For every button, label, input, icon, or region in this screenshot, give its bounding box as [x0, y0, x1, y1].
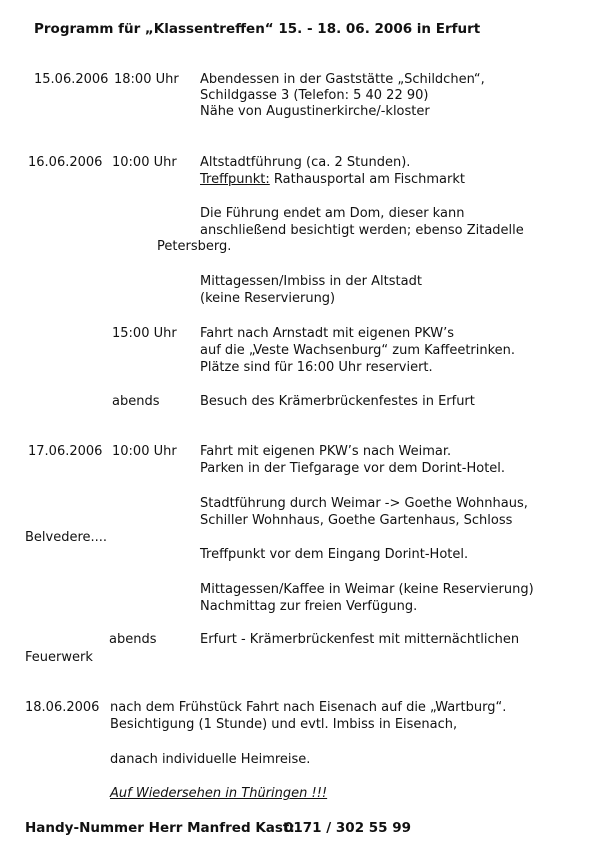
lunch-line: Mittagessen/Imbiss in der Altstadt — [200, 274, 422, 289]
day-1-line: Abendessen in der Gaststätte „Schildchen“, — [200, 72, 485, 87]
evening-label: abends — [112, 394, 160, 409]
evening-text: Besuch des Krämerbrückenfestes in Erfurt — [200, 394, 475, 409]
phone-label: Handy-Nummer Herr Manfred Kast: — [25, 820, 295, 836]
day-3-time: 10:00 Uhr — [112, 444, 177, 459]
city-tour-line: Stadtführung durch Weimar -> Goethe Wohnhaus, — [200, 496, 528, 511]
trip-line: auf die „Veste Wachsenburg“ zum Kaffeetrinken. — [200, 343, 516, 358]
day-2-time: 10:00 Uhr — [112, 155, 177, 170]
tour-end-line: Die Führung endet am Dom, dieser kann — [200, 206, 465, 221]
trip-line: Fahrt nach Arnstadt mit eigenen PKW’s — [200, 326, 454, 341]
day-4-date: 18.06.2006 — [25, 700, 100, 715]
departure-text: danach individuelle Heimreise. — [110, 752, 311, 767]
drive-line: Parken in der Tiefgarage vor dem Dorint-Hotel. — [200, 461, 506, 476]
evening-line: Feuerwerk — [25, 650, 93, 665]
lunch-line: Mittagessen/Kaffee in Weimar (keine Reservierung) — [200, 582, 534, 597]
day-4-line: Besichtigung (1 Stunde) und evtl. Imbiss in Eisenach, — [110, 717, 458, 732]
lunch-line: Nachmittag zur freien Verfügung. — [200, 599, 418, 614]
day-1-line: Nähe von Augustinerkirche/-kloster — [200, 104, 430, 119]
evening-label: abends — [109, 632, 157, 647]
page-title: Programm für „Klassentreffen“ 15. - 18. 06. 2006 in Erfurt — [34, 21, 481, 37]
day-2-date: 16.06.2006 — [28, 155, 103, 170]
city-tour-line: Schiller Wohnhaus, Goethe Gartenhaus, Schloss — [200, 513, 513, 528]
tour-end-line: anschließend besichtigt werden; ebenso Zitadelle — [200, 223, 524, 238]
lunch-line: (keine Reservierung) — [200, 291, 336, 306]
day-3-date: 17.06.2006 — [28, 444, 103, 459]
meeting-point-text: Rathausportal am Fischmarkt — [269, 172, 465, 187]
day-2-time-2: 15:00 Uhr — [112, 326, 177, 341]
phone-number: 0171 / 302 55 99 — [284, 820, 412, 836]
city-tour-line: Belvedere.... — [25, 530, 108, 545]
evening-line: Erfurt - Krämerbrückenfest mit mitternächtlichen — [200, 632, 520, 647]
meeting-point — [200, 172, 465, 188]
day-4-line: nach dem Frühstück Fahrt nach Eisenach auf die „Wartburg“. — [110, 700, 507, 715]
farewell-text: Auf Wiedersehen in Thüringen !!! — [110, 786, 328, 801]
day-1-line: Schildgasse 3 (Telefon: 5 40 22 90) — [200, 88, 429, 103]
day-1-time: 18:00 Uhr — [114, 72, 179, 87]
city-tour-text: Altstadtführung (ca. 2 Stunden). — [200, 155, 411, 170]
day-1-date: 15.06.2006 — [34, 72, 109, 87]
drive-line: Fahrt mit eigenen PKW’s nach Weimar. — [200, 444, 452, 459]
meeting-point-weimar: Treffpunkt vor dem Eingang Dorint-Hotel. — [200, 547, 469, 562]
trip-line: Plätze sind für 16:00 Uhr reserviert. — [200, 360, 433, 375]
tour-end-line: Petersberg. — [157, 239, 232, 254]
meeting-point-label: Treffpunkt: — [200, 172, 270, 187]
